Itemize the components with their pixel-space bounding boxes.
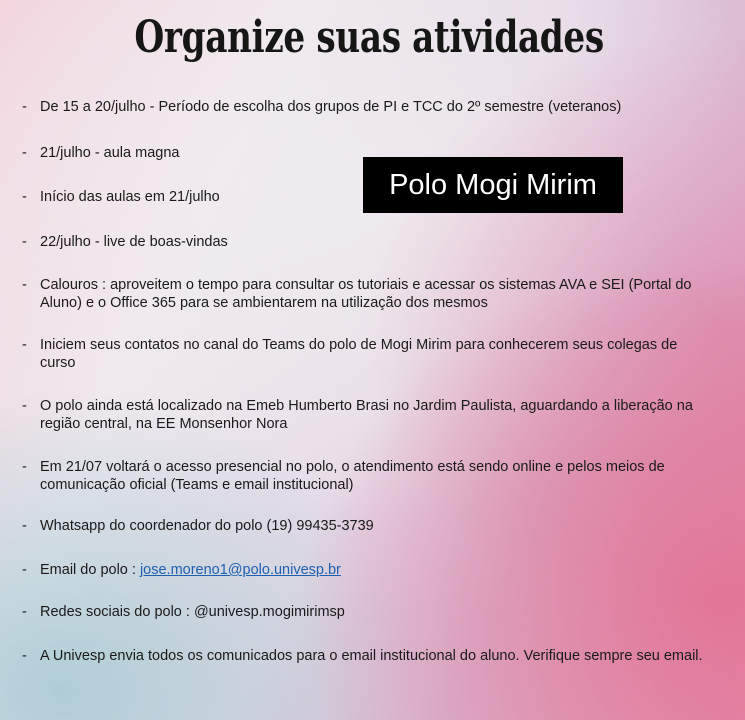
list-item [22, 276, 712, 312]
item-text: O polo ainda está localizado na Emeb Humberto Brasi no Jardim Paulista, aguardando a liberação na região central, na EE Monsenhor Nora [40, 398, 693, 432]
bullet-dash: - [22, 518, 27, 534]
email-label: Email do polo : [40, 562, 140, 578]
list-item [22, 233, 712, 251]
item-text [40, 561, 712, 579]
item-text: Em 21/07 voltará o acesso presencial no polo, o atendimento está sendo online e pelos meios de comunicação oficial (Teams e email institucional) [40, 459, 665, 493]
bullet-dash: - [22, 277, 27, 293]
item-text: 22/julho - live de boas-vindas [40, 234, 228, 250]
bullet-dash: - [22, 337, 27, 353]
list-item [22, 603, 712, 621]
bullet-dash: - [22, 99, 27, 115]
list-item [22, 397, 712, 433]
bullet-dash: - [22, 604, 27, 620]
list-item [22, 144, 712, 162]
item-text: Calouros : aproveitem o tempo para consultar os tutoriais e acessar os sistemas AVA e SEI (Portal do Aluno) e o Office 365 para se ambientarem na utilização dos mesmos [40, 277, 692, 311]
bullet-dash: - [22, 145, 27, 161]
list-item [22, 188, 712, 206]
item-text: 21/julho - aula magna [40, 145, 180, 161]
list-item [22, 647, 712, 665]
email-link[interactable]: jose.moreno1@polo.univesp.br [139, 562, 341, 578]
list-item [22, 561, 712, 579]
item-text: Redes sociais do polo : @univesp.mogimirimsp [40, 604, 345, 620]
list-item [22, 517, 712, 535]
list-item [22, 458, 712, 494]
bullet-dash: - [22, 562, 27, 578]
item-text: Início das aulas em 21/julho [40, 189, 220, 205]
page-title: Organize suas atividades [134, 12, 604, 63]
list-item [22, 98, 712, 116]
bullet-dash: - [22, 648, 27, 664]
bullet-dash: - [22, 459, 27, 475]
item-text: De 15 a 20/julho - Período de escolha dos grupos de PI e TCC do 2º semestre (veteranos) [40, 99, 622, 115]
item-text: Iniciem seus contatos no canal do Teams do polo de Mogi Mirim para conhecerem seus colegas de curso [40, 337, 678, 371]
bullet-dash: - [22, 398, 27, 414]
polo-badge: Polo Mogi Mirim [363, 157, 623, 213]
list-item [22, 336, 712, 372]
bullet-dash: - [22, 234, 27, 250]
bullet-dash: - [22, 189, 27, 205]
item-text: Whatsapp do coordenador do polo (19) 99435-3739 [40, 518, 374, 534]
item-text: A Univesp envia todos os comunicados para o email institucional do aluno. Verifique sempre seu email. [40, 648, 703, 664]
